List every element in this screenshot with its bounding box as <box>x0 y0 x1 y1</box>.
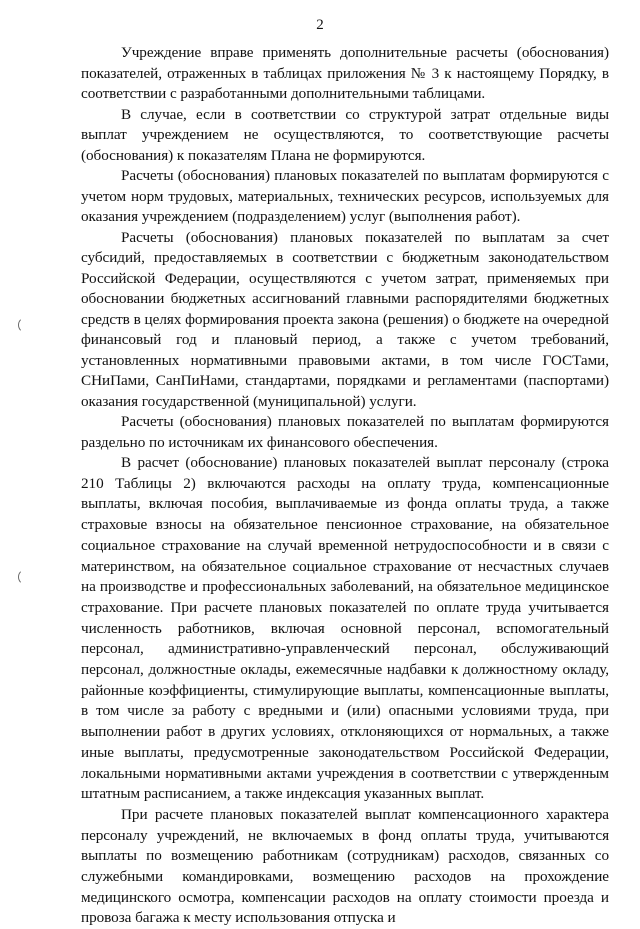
document-body <box>81 43 609 929</box>
paragraph-additional-calculations: Учреждение вправе применять дополнительные расчеты (обоснования) показателей, отраженных в таблицах приложения № 3 к настоящему Порядку, в соответствии с разработанными дополнительными таблицами. <box>81 44 609 102</box>
paragraph-compensation-payments: При расчете плановых показателей выплат компенсационного характера персоналу учреждений, не включаемых в фонд оплаты труда, учитываются выплаты по возмещению работникам (сотрудникам) расходов, связанных со служебными командировками, возмещению расходов на прохождение медицинского осмотра, компенсации расходов на оплату стоимости проезда и провоза багажа к месту использования отпуска и <box>81 805 609 927</box>
paragraph-absent-payments: В случае, если в соответствии со структурой затрат отдельные виды выплат учреждением не осуществляются, то соответствующие расчеты (обоснования) к показателям Плана не формируются. <box>81 105 609 164</box>
paragraph-resource-norms: Расчеты (обоснования) плановых показателей по выплатам формируются с учетом норм трудовых, материальных, технических ресурсов, используемых для оказания учреждением (подразделением) услуг (выполнения работ). <box>81 167 609 225</box>
paragraph-funding-sources: Расчеты (обоснования) плановых показателей по выплатам формируются раздельно по источникам их финансового обеспечения. <box>81 413 609 451</box>
paragraph-personnel-payments: В расчет (обоснование) плановых показателей выплат персоналу (строка 210 Таблицы 2) включаются расходы на оплату труда, компенсационные выплаты, включая пособия, выплачиваемые из фонда оплаты труда, а также страховые взносы на обязательное пенсионное страхование, на обязательное социальное страхование на случай временной нетрудоспособности и в связи с материнством, на обязательное социальное страхование от несчастных случаев на производстве и профессиональных заболеваний, на обязательное медицинское страхование. При расчете плановых показателей по оплате труда учитывается численность работников, включая основной персонал, вспомогательный персонал, административно-управленческий персонал, обслуживающий персонал, должностные оклады, ежемесячные надбавки к должностному окладу, районные коэффициенты, стимулирующие выплаты, компенсационные выплаты, в том числе за работу с вредными и (или) опасными условиями труда, при выполнении работ в других условиях, отклоняющихся от нормальных, а также иные выплаты, предусмотренные законодательством Российской Федерации, локальными нормативными актами учреждения в соответствии с утвержденным штатным расписанием, а также индексация указанных выплат. <box>81 454 609 803</box>
page-number: 2 <box>316 17 324 33</box>
binding-hole-mark <box>18 317 29 333</box>
binding-hole-mark <box>18 569 29 585</box>
paragraph-subsidy-calculations: Расчеты (обоснования) плановых показателей по выплатам за счет субсидий, предоставляемых в соответствии с бюджетным законодательством Российской Федерации, осуществляются с учетом затрат, применяемых при обосновании бюджетных ассигнований главными распорядителями бюджетных средств в целях формирования проекта закона (решения) о бюджете на очередной финансовый год и плановый период, а также с учетом требований, установленных нормативными правовыми актами, в том числе ГОСТами, СНиПами, СанПиНами, стандартами, порядками и регламентами (паспортами) оказания государственной (муниципальной) услуги. <box>81 228 609 410</box>
